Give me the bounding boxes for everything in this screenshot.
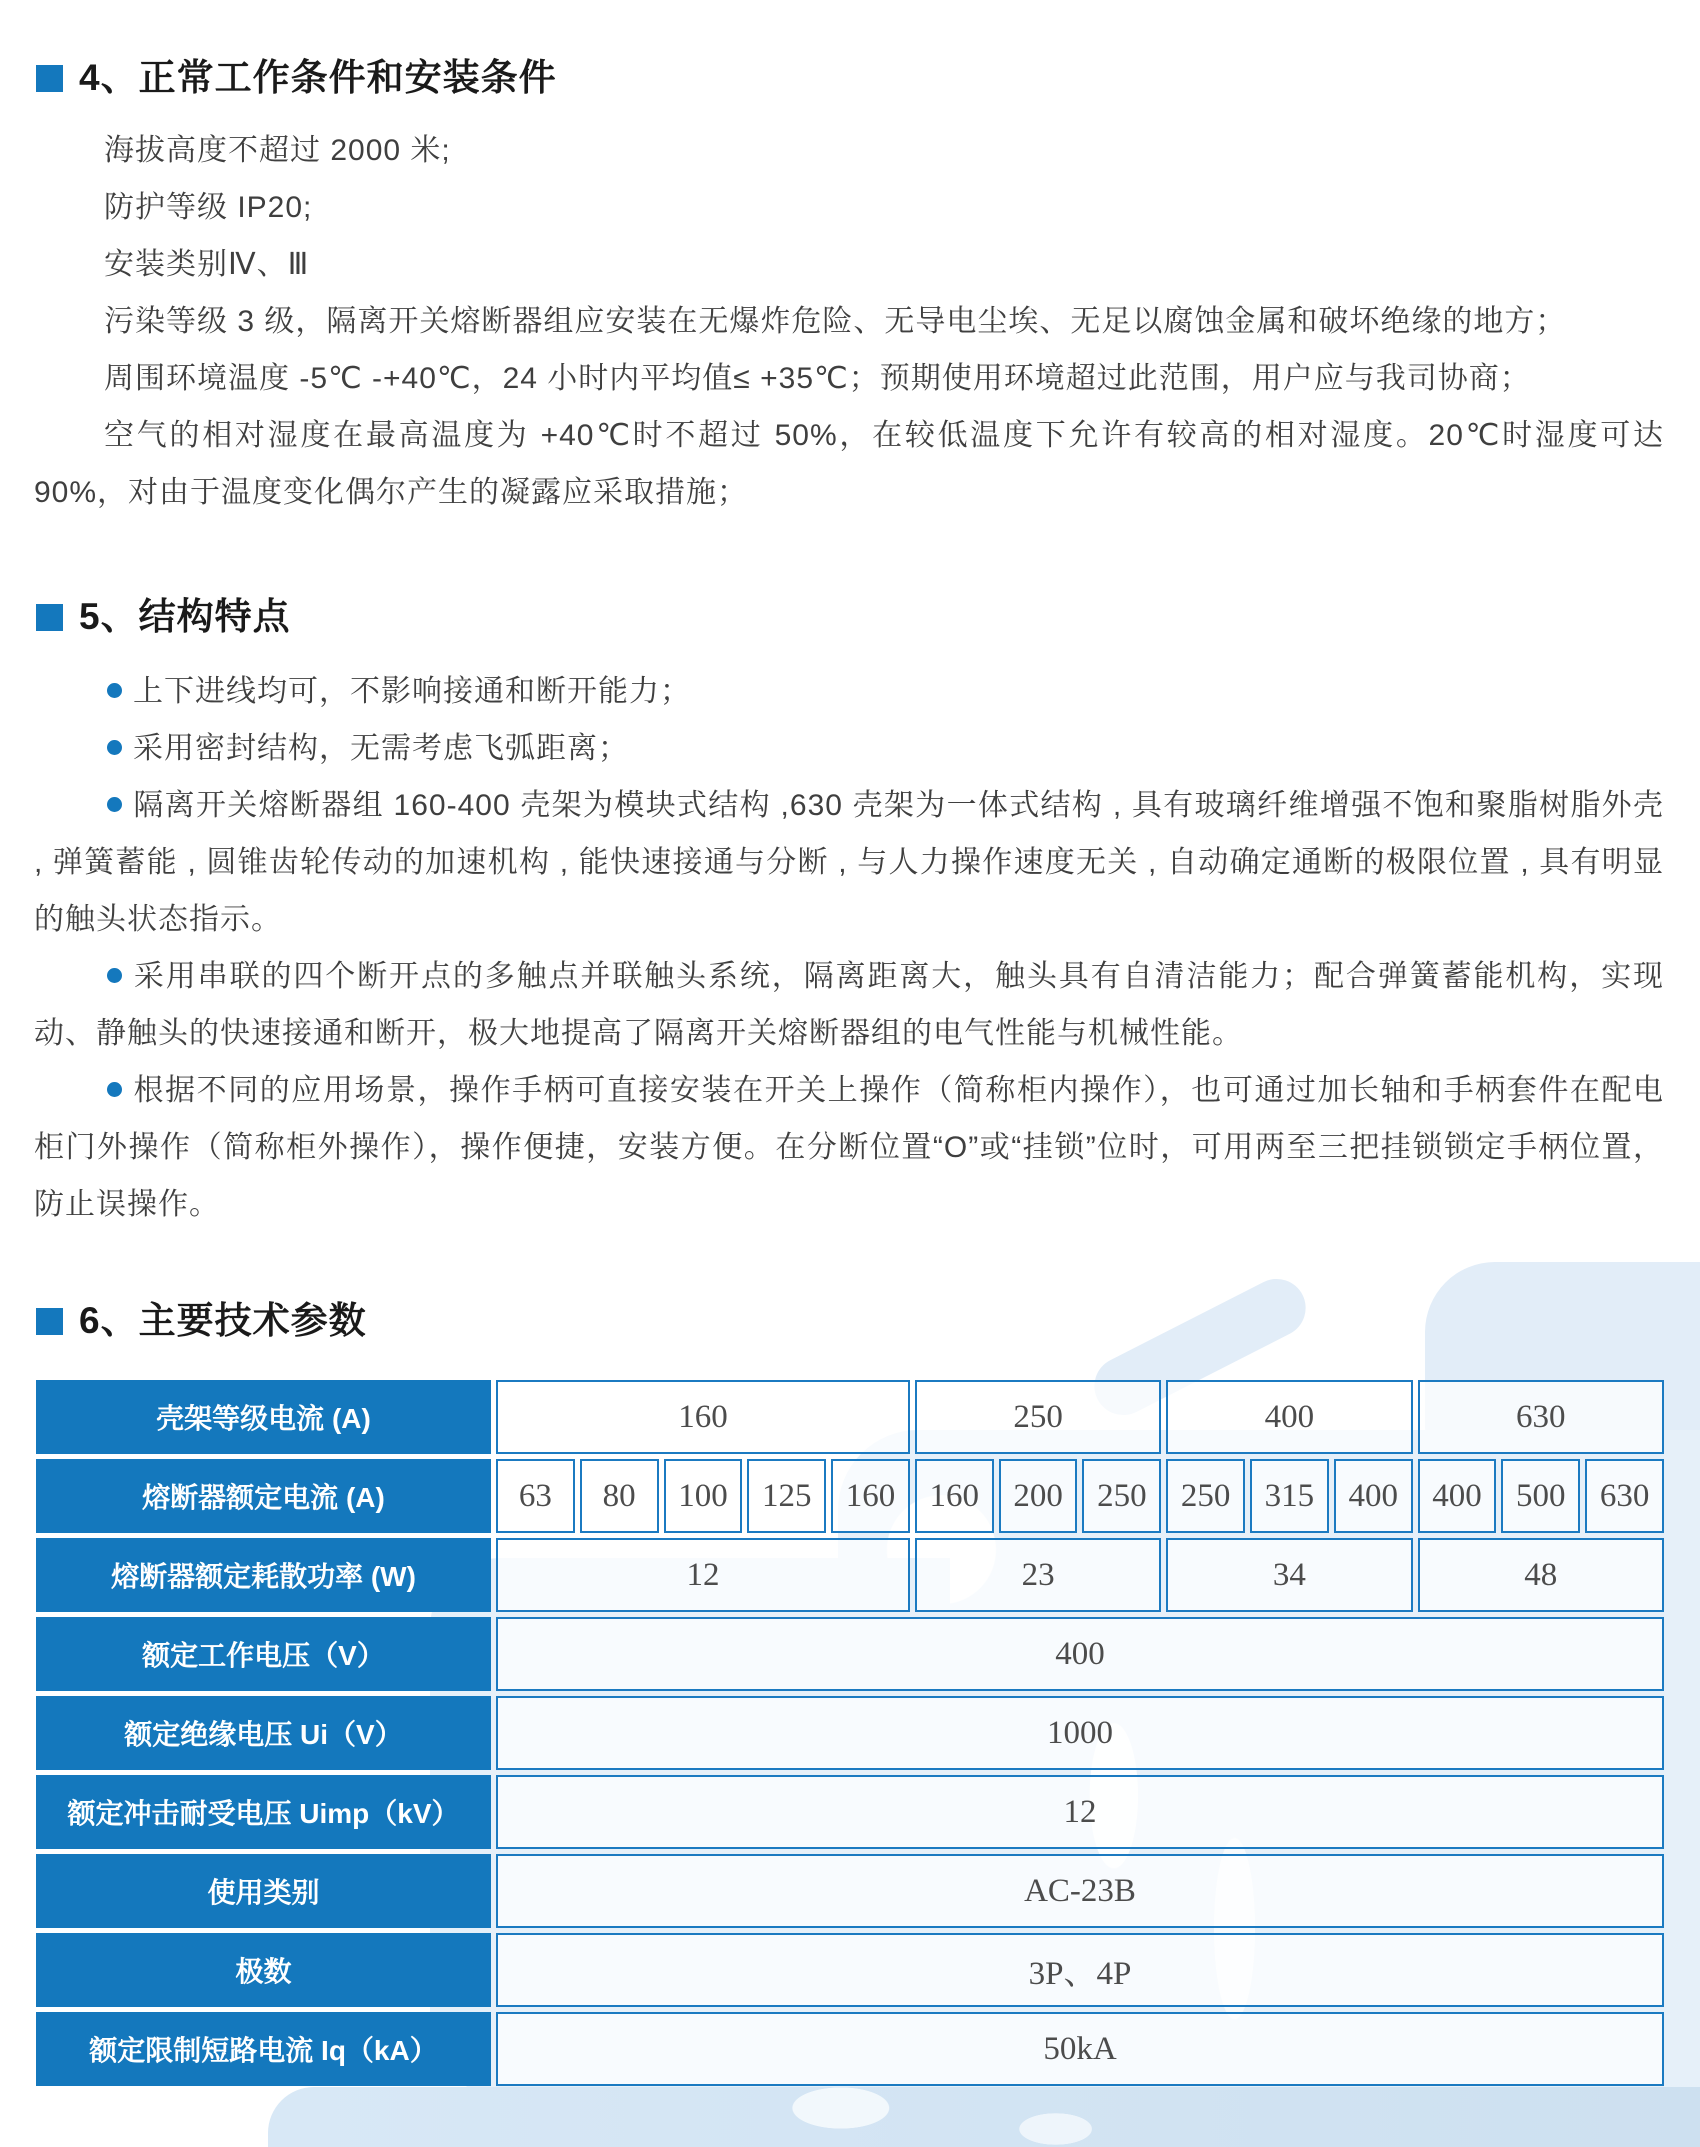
bullet-dot-icon	[107, 1082, 122, 1097]
section6-title-text: 6、主要技术参数	[79, 1300, 367, 1341]
paragraph: 海拔高度不超过 2000 米;	[104, 134, 451, 167]
spec-value-cell: 125	[747, 1459, 826, 1533]
paragraph: 污染等级 3 级，隔离开关熔断器组应安装在无爆炸危险、无导电尘埃、无足以腐蚀金属和破坏绝缘的地方；	[104, 305, 1567, 338]
spec-value-cell: 34	[1166, 1538, 1412, 1612]
spec-row-label: 熔断器额定耗散功率 (W)	[36, 1538, 491, 1612]
spec-row-label: 极数	[36, 1933, 491, 2007]
spec-table	[31, 1375, 1669, 2091]
paragraph: 防护等级 IP20;	[104, 191, 313, 224]
spec-value-cell: 23	[915, 1538, 1161, 1612]
bullet-item	[0, 663, 1700, 720]
spec-table-body	[36, 1380, 1664, 2086]
spec-value-cell: 315	[1250, 1459, 1329, 1533]
spec-value-cell: 50kA	[496, 2012, 1664, 2086]
bullet-text: 采用串联的四个断开点的多触点并联触头系统，隔离距离大，触头具有自清洁能力；配合弹簧蓄能机构，实现动、静触头的快速接通和断开，极大地提高了隔离开关熔断器组的电气性能与机械性能。	[34, 960, 1664, 1050]
spec-table-row	[36, 1854, 1664, 1928]
paragraph: 周围环境温度 -5℃ -+40℃，24 小时内平均值≤ +35℃；预期使用环境超过此范围，用户应与我司协商；	[104, 362, 1531, 395]
spec-table-row	[36, 1617, 1664, 1691]
bullet-item	[0, 777, 1700, 948]
spec-value-cell: 250	[1166, 1459, 1245, 1533]
spec-value-cell: 80	[580, 1459, 659, 1533]
section5-title-text: 5、结构特点	[79, 596, 291, 637]
spec-row-label: 额定绝缘电压 Ui（V）	[36, 1696, 491, 1770]
spec-value-cell: 3P、4P	[496, 1933, 1664, 2007]
background-map-watermark	[268, 2087, 1700, 2147]
bullet-item	[0, 948, 1700, 1062]
spec-value-cell: 63	[496, 1459, 575, 1533]
spec-value-cell: 160	[831, 1459, 910, 1533]
bullet-text: 根据不同的应用场景，操作手柄可直接安装在开关上操作（简称柜内操作），也可通过加长轴和手柄套件在配电柜门外操作（简称柜外操作），操作便捷，安装方便。在分断位置“O”或“挂锁”位时，可用两至三把挂锁锁定手柄位置，防止误操作。	[34, 1074, 1664, 1221]
spec-value-cell: 400	[496, 1617, 1664, 1691]
spec-value-cell: 250	[1082, 1459, 1161, 1533]
section4-title-text: 4、正常工作条件和安装条件	[79, 57, 557, 98]
bullet-dot-icon	[107, 740, 122, 755]
section-marker-icon	[36, 604, 63, 631]
spec-row-label: 额定工作电压（V）	[36, 1617, 491, 1691]
spec-row-label: 熔断器额定电流 (A)	[36, 1459, 491, 1533]
spec-row-label: 额定限制短路电流 Iq（kA）	[36, 2012, 491, 2086]
section-marker-icon	[36, 1308, 63, 1335]
spec-row-label: 壳架等级电流 (A)	[36, 1380, 491, 1454]
spec-value-cell: 400	[1166, 1380, 1412, 1454]
bullet-text: 采用密封结构，无需考虑飞弧距离；	[133, 732, 629, 765]
spec-value-cell: 400	[1334, 1459, 1413, 1533]
spec-value-cell: AC-23B	[496, 1854, 1664, 1928]
bullet-item	[0, 720, 1700, 777]
spec-row-label: 使用类别	[36, 1854, 491, 1928]
spec-table-row	[36, 1933, 1664, 2007]
spec-value-cell: 12	[496, 1538, 910, 1612]
spec-value-cell: 100	[664, 1459, 743, 1533]
spec-value-cell: 400	[1418, 1459, 1497, 1533]
spec-table-row	[36, 1775, 1664, 1849]
section4-title	[0, 56, 1700, 100]
spec-value-cell: 500	[1501, 1459, 1580, 1533]
section4-paragraphs	[0, 122, 1700, 521]
spec-value-cell: 48	[1418, 1538, 1664, 1612]
section6-title	[0, 1299, 1700, 1343]
spec-value-cell: 250	[915, 1380, 1161, 1454]
section-marker-icon	[36, 65, 63, 92]
spec-table-row	[36, 1380, 1664, 1454]
spec-value-cell: 200	[999, 1459, 1078, 1533]
bullet-dot-icon	[107, 797, 122, 812]
bullet-item	[0, 1062, 1700, 1233]
spec-value-cell: 12	[496, 1775, 1664, 1849]
bullet-dot-icon	[107, 683, 122, 698]
page-content	[0, 56, 1700, 2091]
paragraph: 空气的相对湿度在最高温度为 +40℃时不超过 50%，在较低温度下允许有较高的相对湿度。20℃时湿度可达 90%，对由于温度变化偶尔产生的凝露应采取措施；	[34, 419, 1664, 509]
spec-row-label: 额定冲击耐受电压 Uimp（kV）	[36, 1775, 491, 1849]
bullet-text: 上下进线均可，不影响接通和断开能力；	[133, 675, 691, 708]
spec-value-cell: 630	[1585, 1459, 1664, 1533]
spec-table-row	[36, 1538, 1664, 1612]
bullet-dot-icon	[107, 968, 122, 983]
spec-table-row	[36, 1459, 1664, 1533]
spec-table-row	[36, 2012, 1664, 2086]
paragraph: 安装类别Ⅳ、Ⅲ	[104, 248, 310, 281]
spec-value-cell: 1000	[496, 1696, 1664, 1770]
bullet-text: 隔离开关熔断器组 160-400 壳架为模块式结构 ,630 壳架为一体式结构 , 具有玻璃纤维增强不饱和聚脂树脂外壳 , 弹簧蓄能 , 圆锥齿轮传动的加速机构 , 能快速接通与分断 , 与人力操作速度无关 , 自动确定通断的极限位置 , 具有明显的触头状态指示。	[34, 789, 1664, 936]
spec-table-row	[36, 1696, 1664, 1770]
section5-title	[0, 595, 1700, 639]
spec-value-cell: 160	[496, 1380, 910, 1454]
spec-value-cell: 630	[1418, 1380, 1664, 1454]
section5-bullets	[0, 663, 1700, 1233]
spec-value-cell: 160	[915, 1459, 994, 1533]
